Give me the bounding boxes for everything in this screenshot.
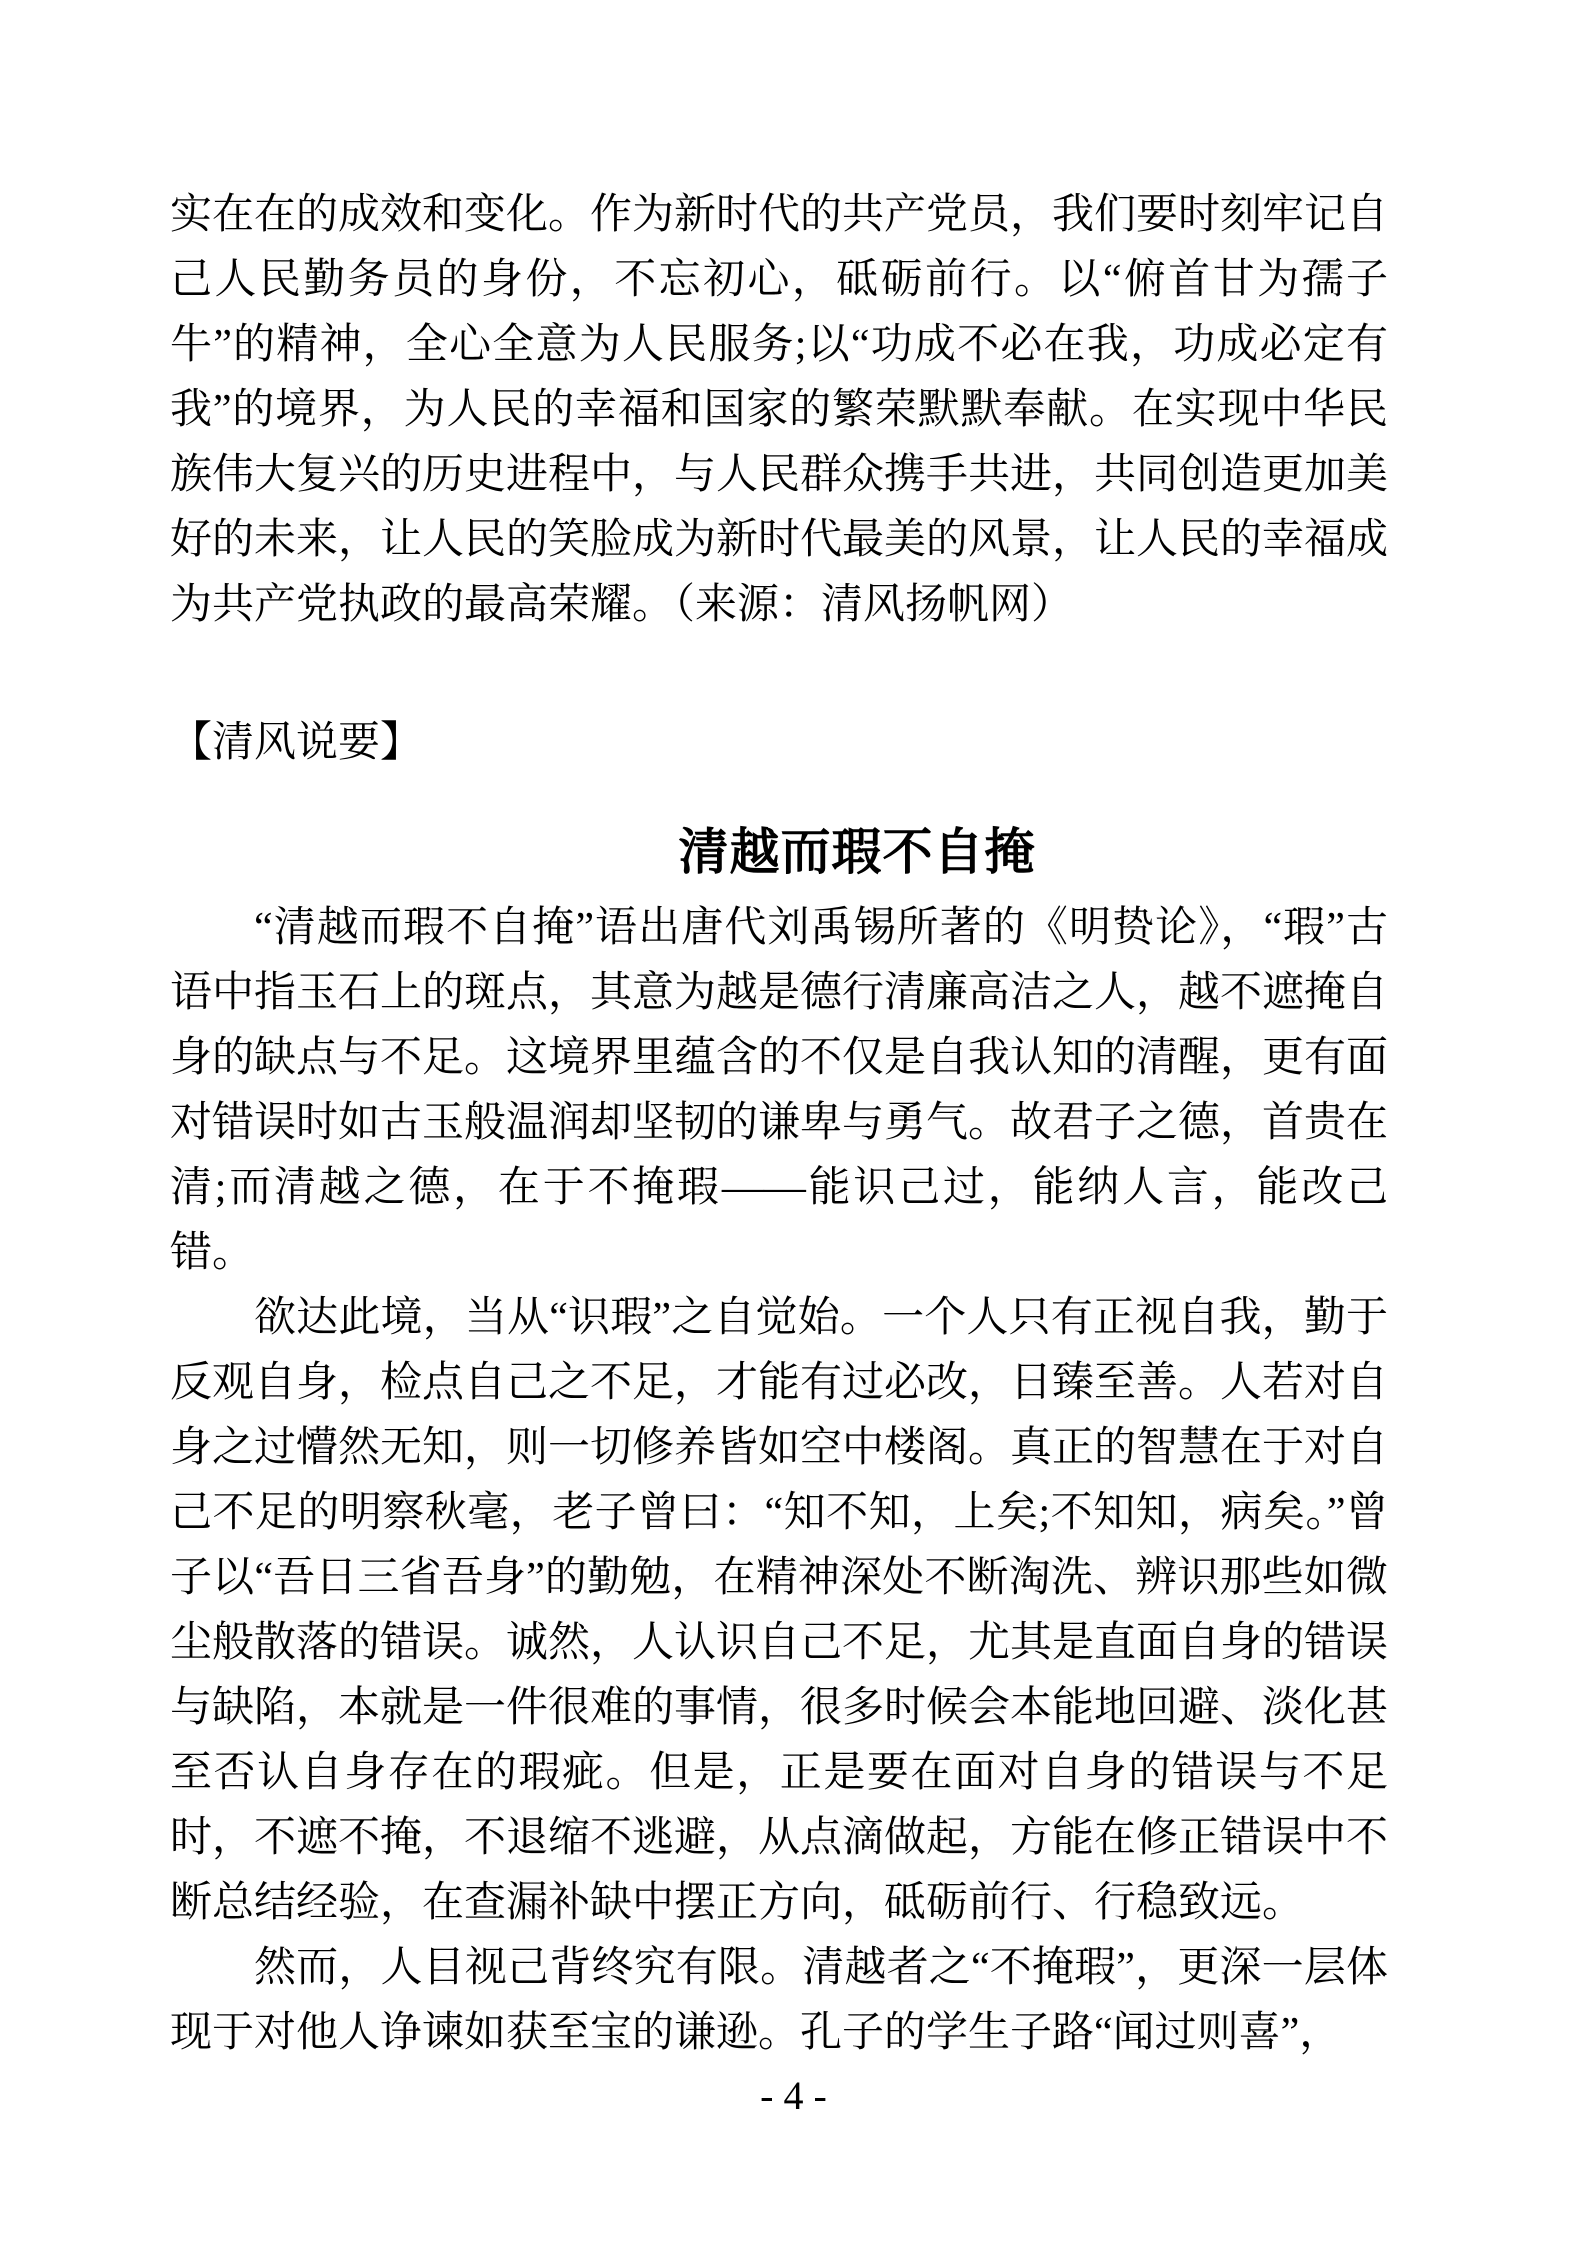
page-text-column <box>170 183 1388 2066</box>
article-paragraph-2: 欲达此境，当从“识瑕”之自觉始。一个人只有正视自我，勤于反观自身，检点自己之不足，才能有过必改，日臻至善。人若对自身之过懵然无知，则一切修养皆如空中楼阁。真正的智慧在于对自己不足的明察秋毫，老子曾曰：“知不知，上矣;不知知，病矣。”曾子以“吾日三省吾身”的勤勉，在精神深处不断淘洗、辨识那些如微尘般散落的错误。诚然，人认识自己不足，尤其是直面自身的错误与缺陷，本就是一件很难的事情，很多时候会本能地回避、淡化甚至否认自身存在的瑕疵。但是，正是要在面对自身的错误与不足时，不遮不掩，不退缩不逃避，从点滴做起，方能在修正错误中不断总结经验，在查漏补缺中摆正方向，砥砺前行、行稳致远。 <box>170 1295 1389 1926</box>
section-label: 【清风说要】 <box>170 720 423 766</box>
page-number: - 4 - <box>760 2073 827 2118</box>
article-title: 清越而瑕不自掩 <box>678 824 1036 880</box>
article-paragraph-3: 然而，人目视己背终究有限。清越者之“不掩瑕”，更深一层体现于对他人诤谏如获至宝的谦逊。孔子的学生子路“闻过则喜”， <box>170 1945 1388 2056</box>
article-paragraph-1: “清越而瑕不自掩”语出唐代刘禹锡所著的《明贽论》，“瑕”古语中指玉石上的斑点，其意为越是德行清廉高洁之人，越不遮掩自身的缺点与不足。这境界里蕴含的不仅是自我认知的清醒，更有面对错误时如古玉般温润却坚韧的谦卑与勇气。故君子之德，首贵在清;而清越之德，在于不掩瑕——能识己过，能纳人言，能改己错。 <box>170 905 1389 1276</box>
article-body <box>170 896 1388 2066</box>
continuation-paragraph: 实在在的成效和变化。作为新时代的共产党员，我们要时刻牢记自己人民勤务员的身份，不忘初心，砥砺前行。以“俯首甘为孺子牛”的精神，全心全意为人民服务;以“功成不必在我，功成必定有我”的境界，为人民的幸福和国家的繁荣默默奉献。在实现中华民族伟大复兴的历史进程中，与人民群众携手共进，共同创造更加美好的未来，让人民的笑脸成为新时代最美的风景，让人民的幸福成为共产党执政的最高荣耀。（来源：清风扬帆网） <box>170 192 1389 628</box>
